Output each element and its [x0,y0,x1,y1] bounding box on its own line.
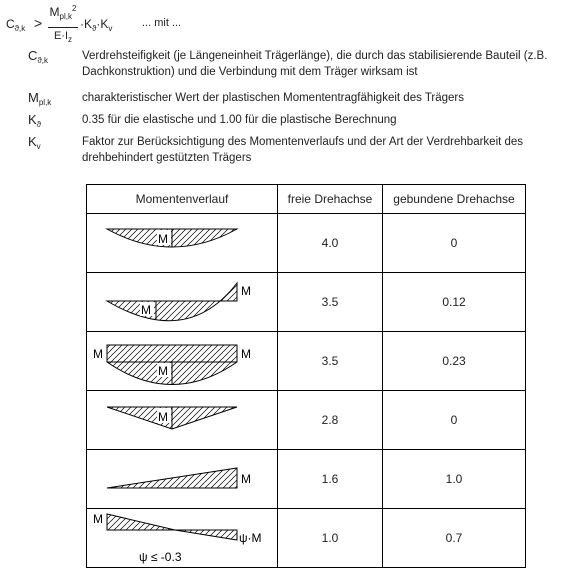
free-axis-value: 1.6 [278,450,383,509]
bound-axis-value: 0 [383,214,526,273]
definition-text: Faktor zur Berücksichtigung des Momentenverlaufs und der Art der Verdrehbarkeit des drehbehindert gestützten Trägers [82,136,524,164]
table-row [87,273,526,332]
moment-area-positive [107,514,175,530]
bound-axis-value: 0 [383,391,526,450]
formula-num-sup: 2 [72,4,77,13]
definition-symbol-letter: K [28,112,37,127]
definition-symbol [28,112,41,133]
formula-lhs [6,17,25,33]
formula-mit: ... mit ... [142,17,182,29]
table-header-row [87,185,526,214]
definition-symbol-letter: K [28,134,37,149]
bound-axis-value: 0.23 [383,332,526,391]
fraction-bar [48,27,78,28]
formula-numerator [48,2,78,24]
parabola-both-moments-diagram [87,332,278,390]
moment-area [107,468,237,488]
table-row [87,509,526,568]
formula-lhs-sub: ϑ,k [14,24,26,33]
definition-symbol-sub: ϑ,k [37,56,48,65]
definition-text: charakteristischer Wert der plastischen Momententragfähigkeit des Trägers [82,92,465,104]
definition-symbol-sub: pl,k [38,98,52,107]
right-end-moment-label: M [241,347,251,361]
linear-end-moment-diagram [87,450,278,508]
table-row [87,450,526,509]
formula-denominator [48,30,78,46]
parabola-end-moment-diagram [87,273,278,331]
header-moment-distribution: Momentenverlauf [87,185,278,214]
free-axis-value: 2.8 [278,391,383,450]
formula-relation: > [34,15,43,31]
moment-diagram-cell [87,391,278,450]
moment-area-negative [175,530,237,540]
moment-diagram-cell [87,273,278,332]
moment-label: M [158,410,168,424]
bound-axis-value: 0.7 [383,509,526,568]
free-axis-value: 3.5 [278,332,383,391]
formula-factor-k-v: ·K [96,17,109,31]
moment-label: M [141,303,151,317]
table-row [87,391,526,450]
moment-diagram-cell [87,509,278,568]
psi-moment-label: ψ·M [239,531,262,545]
triangle-midspan-diagram [87,391,278,449]
formula-den-text: E·I [53,30,69,42]
formula-lhs-symbol: C [6,17,15,31]
moment-diagram-cell [87,332,278,391]
bound-axis-value: 0.12 [383,273,526,332]
moment-diagram-cell [87,214,278,273]
definition-symbol [28,134,41,155]
formula-factors [80,17,112,33]
psi-condition-label: ψ ≤ -0.3 [139,550,182,564]
end-moment-label: M [241,472,251,486]
formula-factor-k-theta-sub: ϑ [92,24,97,33]
header-free-axis: freie Drehachse [278,185,383,214]
bound-axis-value: 1.0 [383,450,526,509]
free-axis-value: 1.0 [278,509,383,568]
definition-symbol-letter: C [28,48,38,63]
free-axis-value: 3.5 [278,273,383,332]
header-bound-axis: gebundene Drehachse [383,185,526,214]
end-moment-label: M [241,284,251,298]
formula-factor-k-v-sub: v [108,24,113,33]
moment-diagram-cell [87,450,278,509]
left-end-moment-label: M [93,512,103,526]
definition-text: 0.35 für die elastische und 1.00 für die plastische Berechnung [82,114,397,126]
definition-symbol-letter: M [28,90,39,105]
definition-text: Verdrehsteifigkeit (je Längeneinheit Trägerlänge), die durch das stabilisierende Bauteil (z.B. Dachkonstruktion) und die Verbindung mit dem Träger wirksam ist [82,50,548,78]
table-row [87,214,526,273]
formula-den-sub: z [68,35,73,44]
formula-fraction [48,2,78,46]
left-end-moment-label: M [93,347,103,361]
definition-symbol-sub: v [36,142,41,151]
free-axis-value: 4.0 [278,214,383,273]
formula-num-sub: pl,k [59,12,72,21]
definition-symbol-sub: ϑ [36,120,42,129]
moment-area [107,283,237,321]
table-row [87,332,526,391]
definition-symbol [28,90,51,111]
parabola-midspan-diagram [87,214,278,272]
definition-symbol [28,48,48,69]
linear-psi-diagram [87,509,278,567]
moment-distribution-table [86,184,526,568]
formula-num-symbol: M [49,5,60,19]
moment-label: M [158,364,168,378]
formula-factor-k-theta: ·K [80,17,92,31]
moment-label: M [158,232,168,246]
